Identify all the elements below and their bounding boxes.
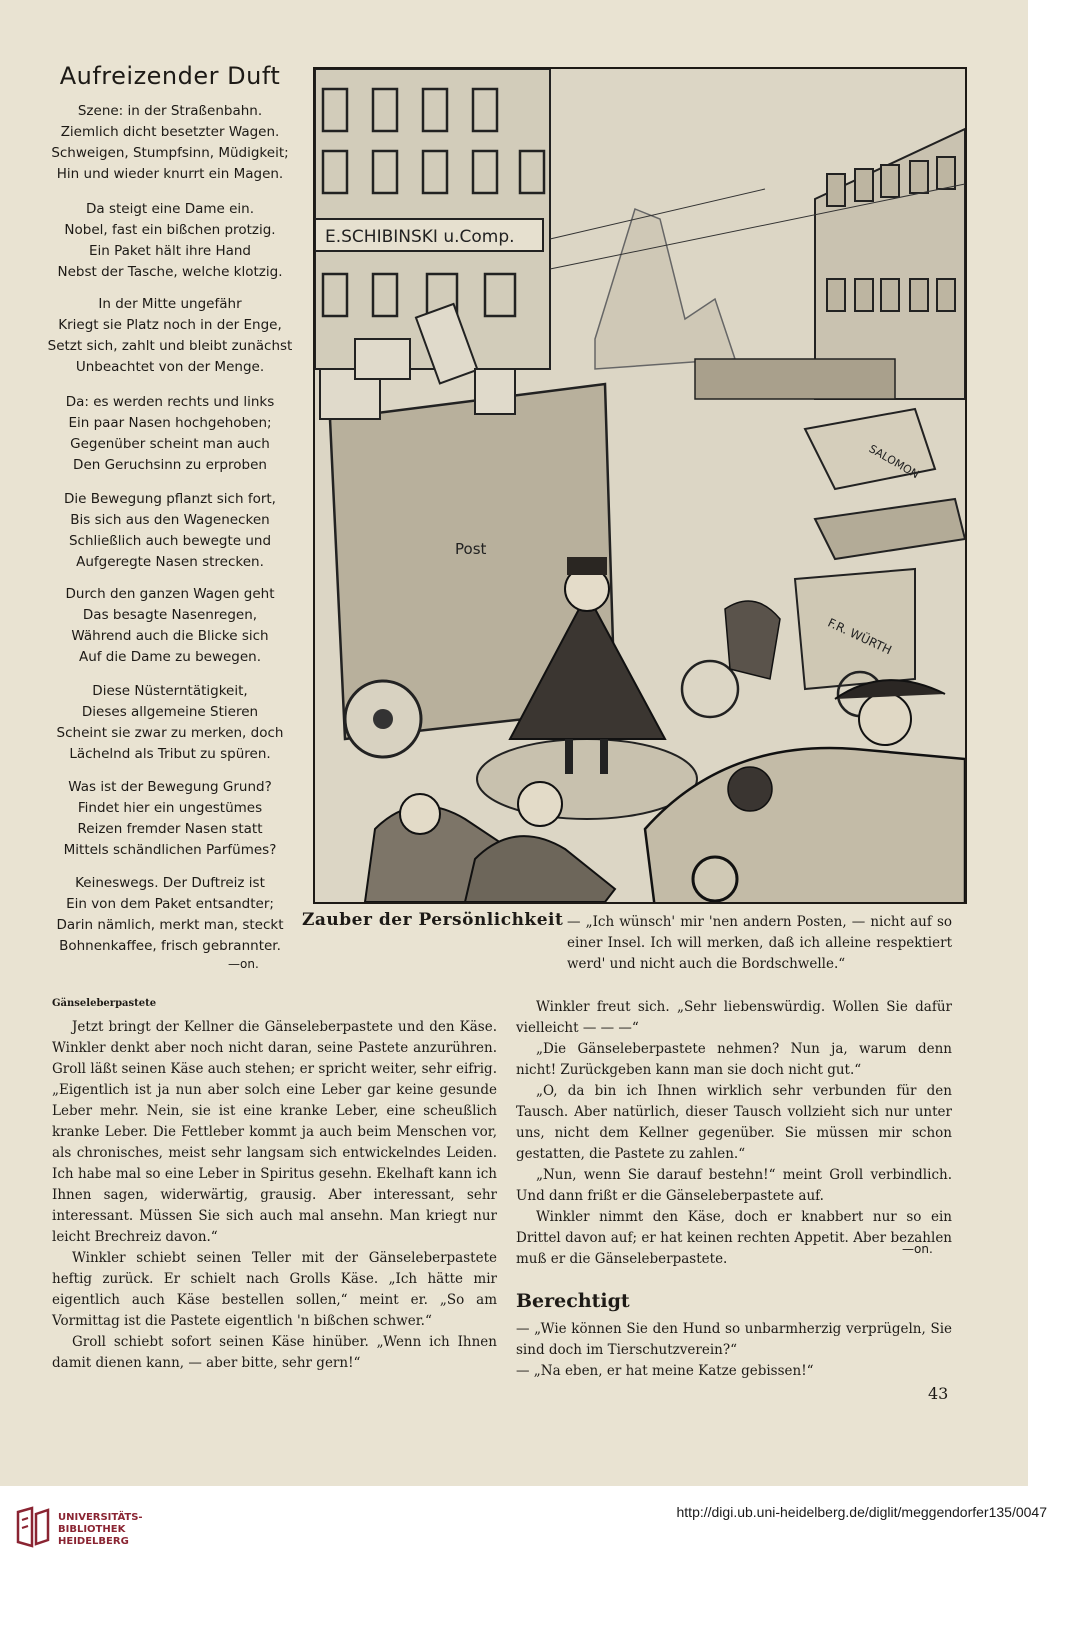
poem-line: Auf die Dame zu bewegen. xyxy=(78,649,262,665)
story-paragraph: Winkler freut sich. „Sehr liebenswürdig. Wollen Sie dafür vielleicht — — —“ xyxy=(516,999,952,1036)
poem-line: Setzt sich, zahlt und bleibt zunächst xyxy=(47,338,293,354)
poem-line: Findet hier ein ungestümes xyxy=(77,800,263,816)
poem-stanza xyxy=(30,101,310,185)
van-label: Post xyxy=(455,540,487,558)
footer-bar xyxy=(0,1486,1077,1560)
story-paragraph: „Die Gänseleberpastete nehmen? Nun ja, warum denn nicht! Zurückgeben kann man sie doch nicht gut.“ xyxy=(516,1041,952,1078)
poem-stanza xyxy=(30,777,310,861)
story-paragraph: Groll schiebt sofort seinen Käse hinüber. „Wenn ich Ihnen damit dienen kann, — aber bitte, sehr gern!“ xyxy=(52,1334,497,1371)
poem-line: Keineswegs. Der Duftreiz ist xyxy=(75,875,265,891)
poem-line: Kriegt sie Platz noch in der Enge, xyxy=(58,317,282,333)
poem-line: Durch den ganzen Wagen geht xyxy=(65,586,275,602)
poem-line: Gegenüber scheint man auch xyxy=(70,436,270,452)
truck-label: F.R. WÜRTH xyxy=(825,615,894,658)
poem-line: Bohnenkaffee, frisch gebrannter. xyxy=(59,938,281,954)
poem-stanza xyxy=(30,294,310,378)
poem-line: Da steigt eine Dame ein. xyxy=(85,201,255,217)
poem-line: Ein paar Nasen hochgehoben; xyxy=(68,415,272,431)
poem-line: Ein Paket hält ihre Hand xyxy=(88,243,252,259)
story-left-column xyxy=(52,1017,497,1374)
poem-line: Lächelnd als Tribut zu spüren. xyxy=(69,746,271,762)
poem-line: Was ist der Bewegung Grund? xyxy=(68,779,272,795)
story-paragraph: Winkler nimmt den Käse, doch er knabbert nur so ein Drittel davon auf; er hat keinen rechten Appetit. Aber bezahlen muß er die Gänseleberpastete. xyxy=(516,1209,952,1267)
cartoon-caption-text: — „Ich wünsch' mir 'nen andern Posten, — nicht auf so einer Insel. Ich will merken, daß ich alleine respektiert werd' und nicht auch die Bordschwelle.“ xyxy=(567,914,952,972)
banner-label: SALOMON xyxy=(866,442,922,482)
poem-line: Nobel, fast ein bißchen protzig. xyxy=(64,222,276,238)
story-right-column xyxy=(516,997,952,1270)
poem-line: Die Bewegung pflanzt sich fort, xyxy=(64,491,276,507)
street-scene-drawing xyxy=(315,69,965,902)
poem-line: Dieses allgemeine Stieren xyxy=(81,704,259,720)
poem-stanza xyxy=(30,584,310,668)
poem-line: Schweigen, Stumpfsinn, Müdigkeit; xyxy=(51,145,289,161)
poem-line: Ziemlich dicht besetzter Wagen. xyxy=(60,124,280,140)
poem-line: Hin und wieder knurrt ein Magen. xyxy=(56,166,284,182)
poem-title: Aufreizender Duft xyxy=(59,62,281,90)
cartoon-caption-title: Zauber der Persönlichkeit xyxy=(302,910,564,930)
cartoon-illustration xyxy=(313,67,967,904)
poem-line: Da: es werden rechts und links xyxy=(65,394,275,410)
poem-line: Mittels schändlichen Parfümes? xyxy=(63,842,277,858)
poem-signature: —on. xyxy=(228,957,259,971)
library-name-line: UNIVERSITÄTS- xyxy=(58,1512,143,1523)
story-signature: —on. xyxy=(902,1242,933,1256)
poem-line: Scheint sie zwar zu merken, doch xyxy=(56,725,284,741)
poem-line: Ein von dem Paket entsandter; xyxy=(66,896,274,912)
poem-line: Bis sich aus den Wagenecken xyxy=(70,512,270,528)
poem-line: Darin nämlich, merkt man, steckt xyxy=(56,917,284,933)
source-url-link[interactable]: http://digi.ub.uni-heidelberg.de/diglit/meggendorfer135/0047 xyxy=(676,1504,1047,1520)
shop-sign-text: E.SCHIBINSKI u.Comp. xyxy=(325,227,515,247)
story-paragraph: „Nun, wenn Sie darauf bestehn!“ meint Groll verbindlich. Und dann frißt er die Gänseleberpastete auf. xyxy=(516,1167,952,1204)
poem-stanza xyxy=(30,199,310,283)
poem-line: Diese Nüsterntätigkeit, xyxy=(92,683,248,699)
story-paragraph: Jetzt bringt der Kellner die Gänseleberpastete und den Käse. Winkler denkt aber noch nicht daran, seine Pastete anzurühren. Groll läßt seinen Käse auch stehen; er spricht weiter, sehr eifrig. „Eigentlich ist ja nun aber solch eine Leber gar keine gesunde Leber mehr. Nein, sie ist eine kranke Leber, eine scheußlich kranke Leber. Die Fettleber kommt ja auch beim Menschen vor, als chronisches, meist sehr langsam sich entwickelndes Leiden. Ich habe mal so eine Leber in Spiritus gesehn. Ekelhaft kann ich Ihnen sagen, widerwärtig, grausig. Aber interessant, sehr interessant. Müssen Sie sich auch mal ansehn. Man kriegt nur leicht Brechreiz davon.“ xyxy=(52,1019,497,1245)
poem-stanza xyxy=(30,681,310,765)
poem-line: Während auch die Blicke sich xyxy=(71,628,269,644)
story-heading: Gänseleberpastete xyxy=(52,998,157,1009)
joke-line: — „Wie können Sie den Hund so unbarmherzig verprügeln, Sie sind doch im Tierschutzverein?“ xyxy=(516,1321,952,1358)
library-name xyxy=(58,1512,143,1548)
story-paragraph: Winkler schiebt seinen Teller mit der Gänseleberpastete heftig zurück. Er schielt nach Grolls Käse. „Ich hätte mir eigentlich auch Käse bestellen sollen,“ meint er. „So am Vormittag ist die Pastete eigentlich 'n bißchen schwer.“ xyxy=(52,1250,497,1329)
poem-line: In der Mitte ungefähr xyxy=(98,296,242,312)
poem-stanza xyxy=(30,489,310,573)
poem-stanza xyxy=(30,873,310,957)
poem-line: Szene: in der Straßenbahn. xyxy=(77,103,263,119)
joke-line: — „Na eben, er hat meine Katze gebissen!“ xyxy=(516,1363,814,1379)
library-name-line: HEIDELBERG xyxy=(58,1536,129,1547)
library-name-line: BIBLIOTHEK xyxy=(58,1524,126,1535)
poem-line: Unbeachtet von der Menge. xyxy=(75,359,265,375)
poem-line: Schließlich auch bewegte und xyxy=(68,533,272,549)
poem-line: Nebst der Tasche, welche klotzig. xyxy=(57,264,283,280)
joke-heading: Berechtigt xyxy=(516,1290,630,1312)
story-paragraph: „O, da bin ich Ihnen wirklich sehr verbunden für den Tausch. Aber natürlich, dieser Tausch vollzieht sich nur unter uns, nicht dem Kellner gegenüber. Sie müssen mir schon gestatten, die Pastete zu zahlen.“ xyxy=(516,1083,952,1162)
poem-line: Aufgeregte Nasen strecken. xyxy=(76,554,264,570)
library-logo-icon xyxy=(14,1506,52,1548)
poem-stanza xyxy=(30,392,310,476)
page-number: 43 xyxy=(928,1384,949,1403)
poem-line: Den Geruchsinn zu erproben xyxy=(73,457,267,473)
joke-text xyxy=(516,1319,952,1382)
poem-line: Das besagte Nasenregen, xyxy=(82,607,258,623)
poem-line: Reizen fremder Nasen statt xyxy=(77,821,263,837)
